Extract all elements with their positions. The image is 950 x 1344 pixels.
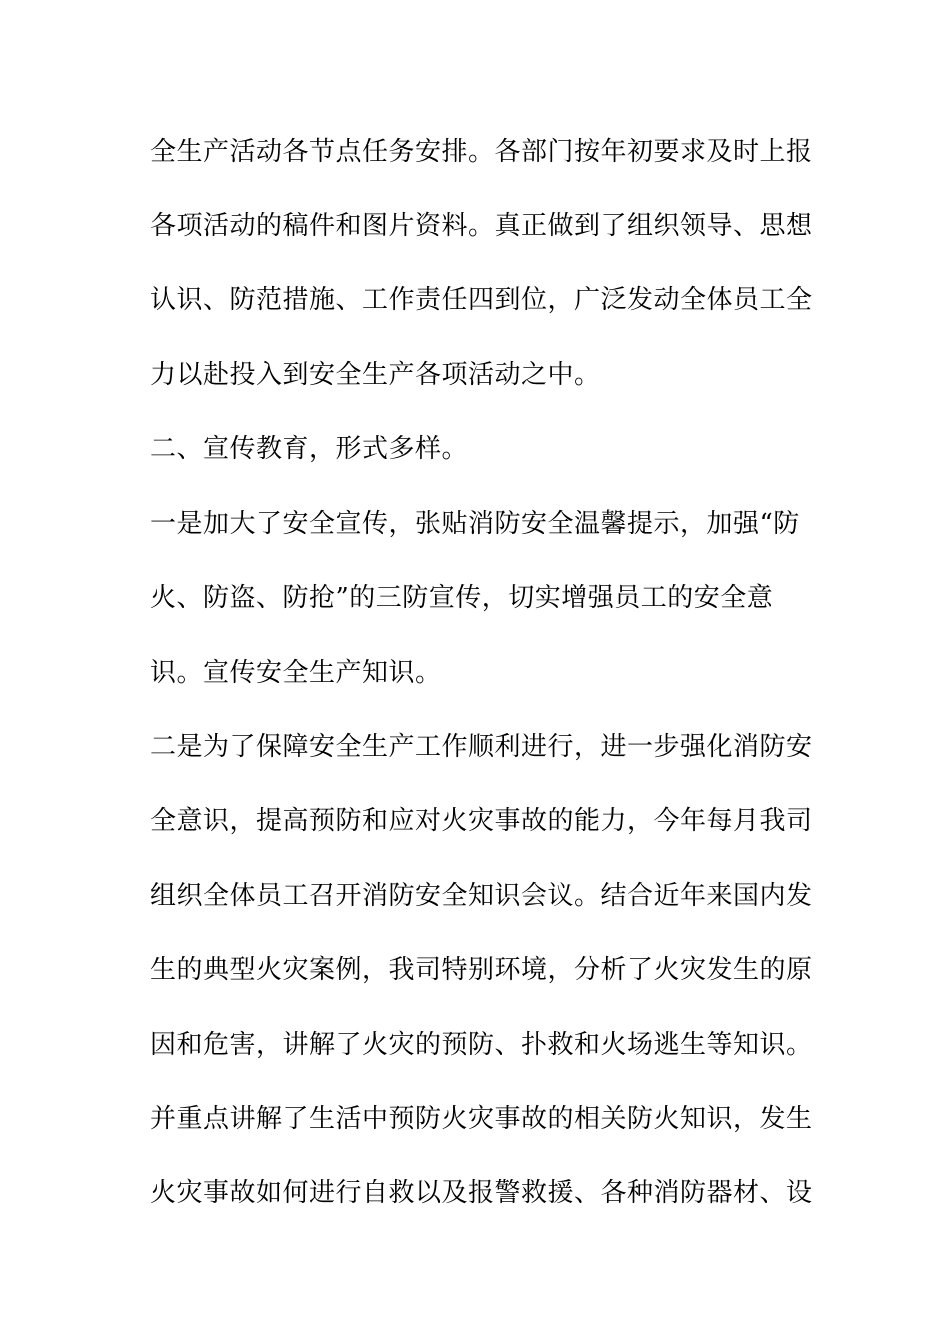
text-line: 一是加大了安全宣传，张贴消防安全温馨提示，加强“防 (150, 509, 800, 539)
section-heading: 二、宣传教育，形式多样。 (150, 434, 469, 464)
text-line: 全生产活动各节点任务安排。各部门按年初要求及时上报 (150, 137, 813, 167)
text-line: 因和危害，讲解了火灾的预防、扑救和火场逃生等知识。 (150, 1030, 813, 1060)
text-line: 火、防盗、防抢”的三防宣传，切实增强员工的安全意 (150, 583, 774, 613)
text-line: 认识、防范措施、工作责任四到位，广泛发动全体员工全 (150, 285, 813, 315)
text-line: 全意识，提高预防和应对火灾事故的能力，今年每月我司 (150, 806, 813, 836)
text-line: 各项活动的稿件和图片资料。真正做到了组织领导、思想 (150, 211, 813, 241)
text-line: 二是为了保障安全生产工作顺利进行，进一步强化消防安 (150, 732, 813, 762)
text-line: 并重点讲解了生活中预防火灾事故的相关防火知识，发生 (150, 1104, 813, 1134)
text-line: 组织全体员工召开消防安全知识会议。结合近年来国内发 (150, 881, 813, 911)
text-line: 识。宣传安全生产知识。 (150, 658, 442, 688)
text-line: 力以赴投入到安全生产各项活动之中。 (150, 360, 601, 390)
text-line: 火灾事故如何进行自救以及报警救援、各种消防器材、设 (150, 1178, 813, 1208)
text-line: 生的典型火灾案例，我司特别环境，分析了火灾发生的原 (150, 955, 813, 985)
